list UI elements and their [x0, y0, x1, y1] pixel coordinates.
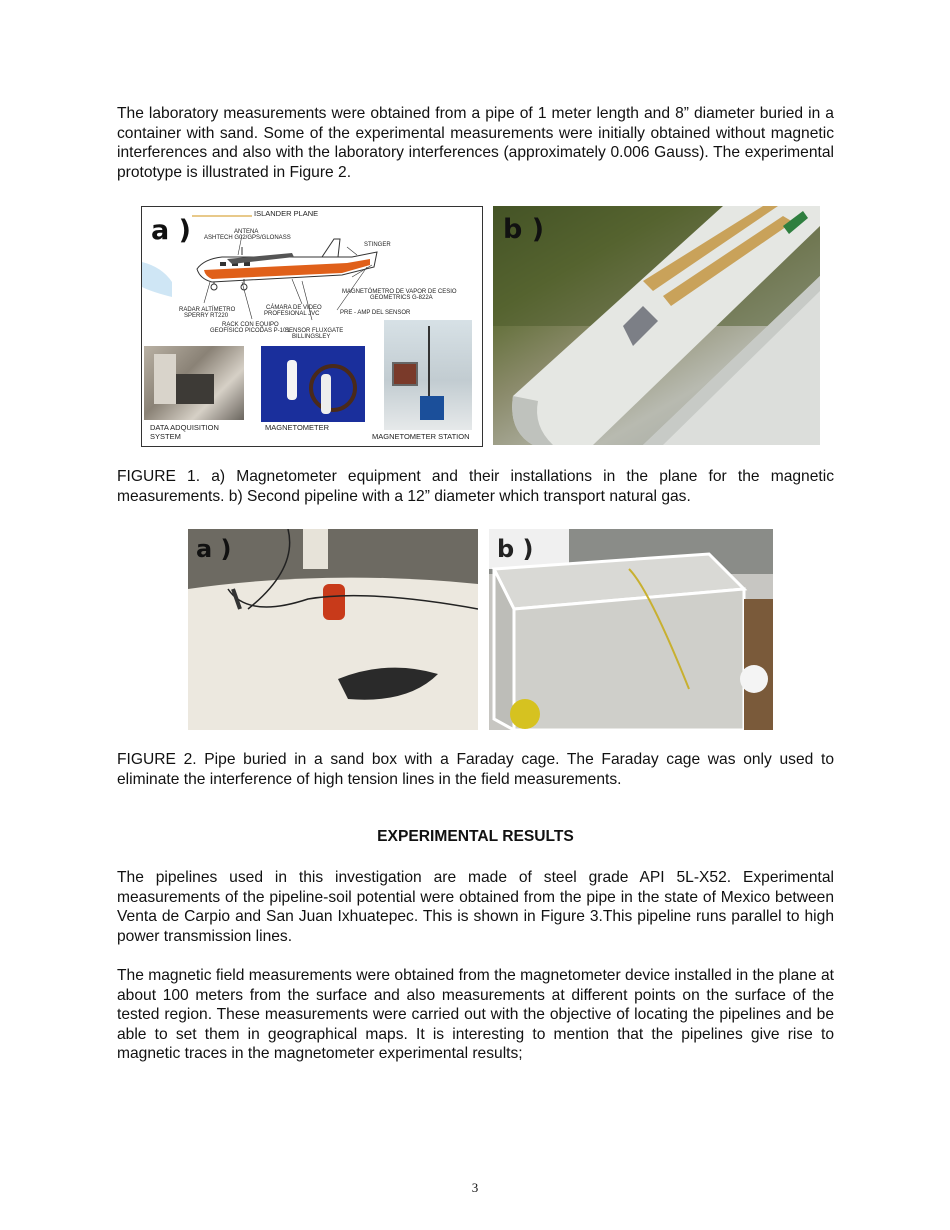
photo-magnetometer-station: [384, 320, 472, 430]
label-sensor-model: BILLINGSLEY: [292, 334, 331, 340]
section-heading: EXPERIMENTAL RESULTS: [377, 828, 574, 845]
caption-data-acquisition-2: SYSTEM: [150, 432, 181, 441]
label-sensor: SENSOR FLUXGATE: [285, 328, 344, 334]
diagram-title: ISLANDER PLANE: [254, 209, 319, 218]
label-antena: ANTENA: [234, 229, 259, 235]
results-paragraph-1: The pipelines used in this investigation are made of steel grade API 5L-X52. Experimental measurements of the pipeline-soil potential were obtained from the pipe in the state of Mexico between Venta de Carpio and San Juan Ixhuatepec. This is shown in Figure 3.This pipeline runs parallel to high power transmission lines.: [117, 869, 834, 945]
label-radar: RADAR ALTÍMETRO: [179, 307, 236, 313]
label-rack-model: GEOFÍSICO PICODAS P-101: [210, 328, 290, 334]
label-radar-model: SPERRY RT220: [184, 313, 229, 319]
figure2-panel-a-label: a ): [196, 535, 232, 563]
photo-magnetometer: [261, 346, 365, 422]
photo-data-acquisition: [144, 346, 244, 420]
label-rack: RACK CON EQUIPO: [222, 322, 279, 328]
caption-data-acquisition-1: DATA ADQUISITION: [150, 423, 219, 432]
figure2-panel-a: [188, 529, 478, 730]
label-pre-amp: PRE - AMP DEL SENSOR: [340, 310, 411, 316]
label-antena-model: ASHTECH G02/GPS/GLONASS: [204, 235, 291, 241]
page-number: 3: [471, 1180, 479, 1195]
label-camara-model: PROFESIONAL JVC: [264, 311, 320, 317]
figure2-panel-b-label: b ): [497, 535, 534, 563]
figure1-panel-a-label: a ): [151, 215, 191, 246]
intro-paragraph: The laboratory measurements were obtained from a pipe of 1 meter length and 8” diameter buried in a container with sand. Some of the experimental measurements were initially obtained without magnetic interferences and also with the laboratory interferences (approximately 0.006 Gauss). The experimental prototype is illustrated in Figure 2.: [117, 105, 834, 181]
figure1-caption: FIGURE 1. a) Magnetometer equipment and their installations in the plane for the magnetic measurements. b) Second pipeline with a 12” diameter which transport natural gas.: [117, 468, 834, 505]
figure1-panel-b-label: b ): [503, 214, 545, 245]
figure2-caption: FIGURE 2. Pipe buried in a sand box with a Faraday cage. The Faraday cage was only used to eliminate the interference of high tension lines in the field measurements.: [117, 751, 834, 788]
label-magnetometro-vapor: MAGNETÓMETRO DE VAPOR DE CESIO: [342, 289, 457, 295]
label-magnetometro-model: GEOMETRICS G-822A: [370, 295, 433, 301]
caption-magnetometer: MAGNETOMETER: [265, 423, 330, 432]
caption-magnetometer-station: MAGNETOMETER STATION: [372, 432, 470, 441]
figure1-panel-a: [141, 206, 483, 447]
figure1-panel-b: [493, 206, 820, 445]
label-stinger: STINGER: [364, 242, 391, 248]
results-paragraph-2: The magnetic field measurements were obtained from the magnetometer device installed in the plane at about 100 meters from the surface and also measurements at different points on the surface of the tested region. These measurements were carried out with the objective of locating the pipelines and be able to set them in geographical maps. It is interesting to mention that the pipelines give rise to magnetic traces in the magnetometer experimental results;: [117, 967, 834, 1063]
figure2-panel-b: [489, 529, 773, 730]
label-camara: CÁMARA DE VIDEO: [266, 305, 322, 311]
